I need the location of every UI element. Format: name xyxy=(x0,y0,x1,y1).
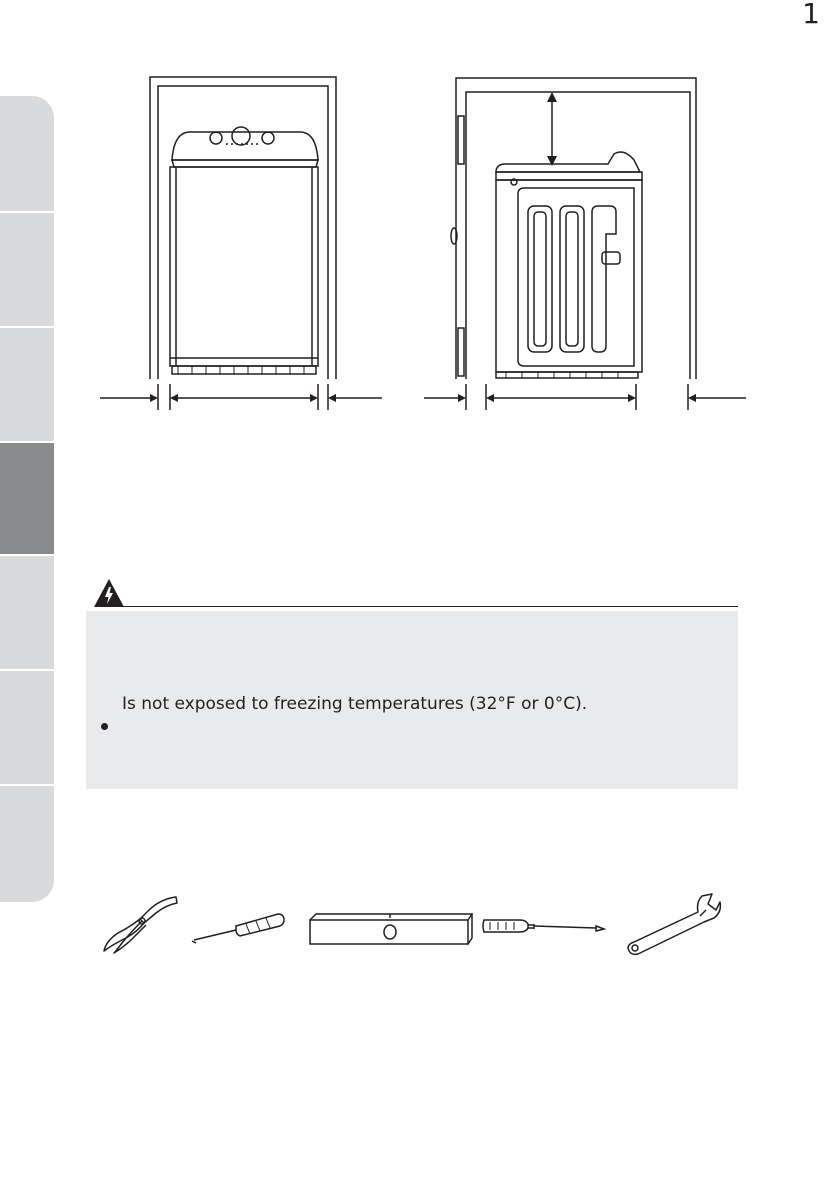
page-number: 1 xyxy=(802,0,820,30)
section-tabs xyxy=(0,96,54,902)
section-tab-3[interactable] xyxy=(0,328,54,443)
flat-screwdriver-icon xyxy=(190,910,286,946)
section-tab-4-active[interactable] xyxy=(0,443,54,556)
washer-side-view-illustration xyxy=(420,76,750,416)
level-icon xyxy=(306,910,474,946)
warning-bullet xyxy=(101,723,108,730)
pliers-icon xyxy=(100,893,178,955)
electric-shock-warning-icon xyxy=(93,578,125,608)
section-tab-6[interactable] xyxy=(0,671,54,786)
section-tab-2[interactable] xyxy=(0,213,54,328)
section-tab-5[interactable] xyxy=(0,556,54,671)
phillips-screwdriver-icon xyxy=(480,912,608,942)
washer-front-view-illustration xyxy=(96,76,386,416)
section-tab-1[interactable] xyxy=(0,96,54,213)
warning-freezing-text: Is not exposed to freezing temperatures (32°F or 0°C). xyxy=(122,694,588,714)
section-tab-7[interactable] xyxy=(0,786,54,902)
warning-header-rule xyxy=(122,606,738,607)
washer-front-view-figure xyxy=(96,76,386,416)
washer-side-view-figure xyxy=(420,76,750,416)
adjustable-wrench-icon xyxy=(624,892,724,958)
